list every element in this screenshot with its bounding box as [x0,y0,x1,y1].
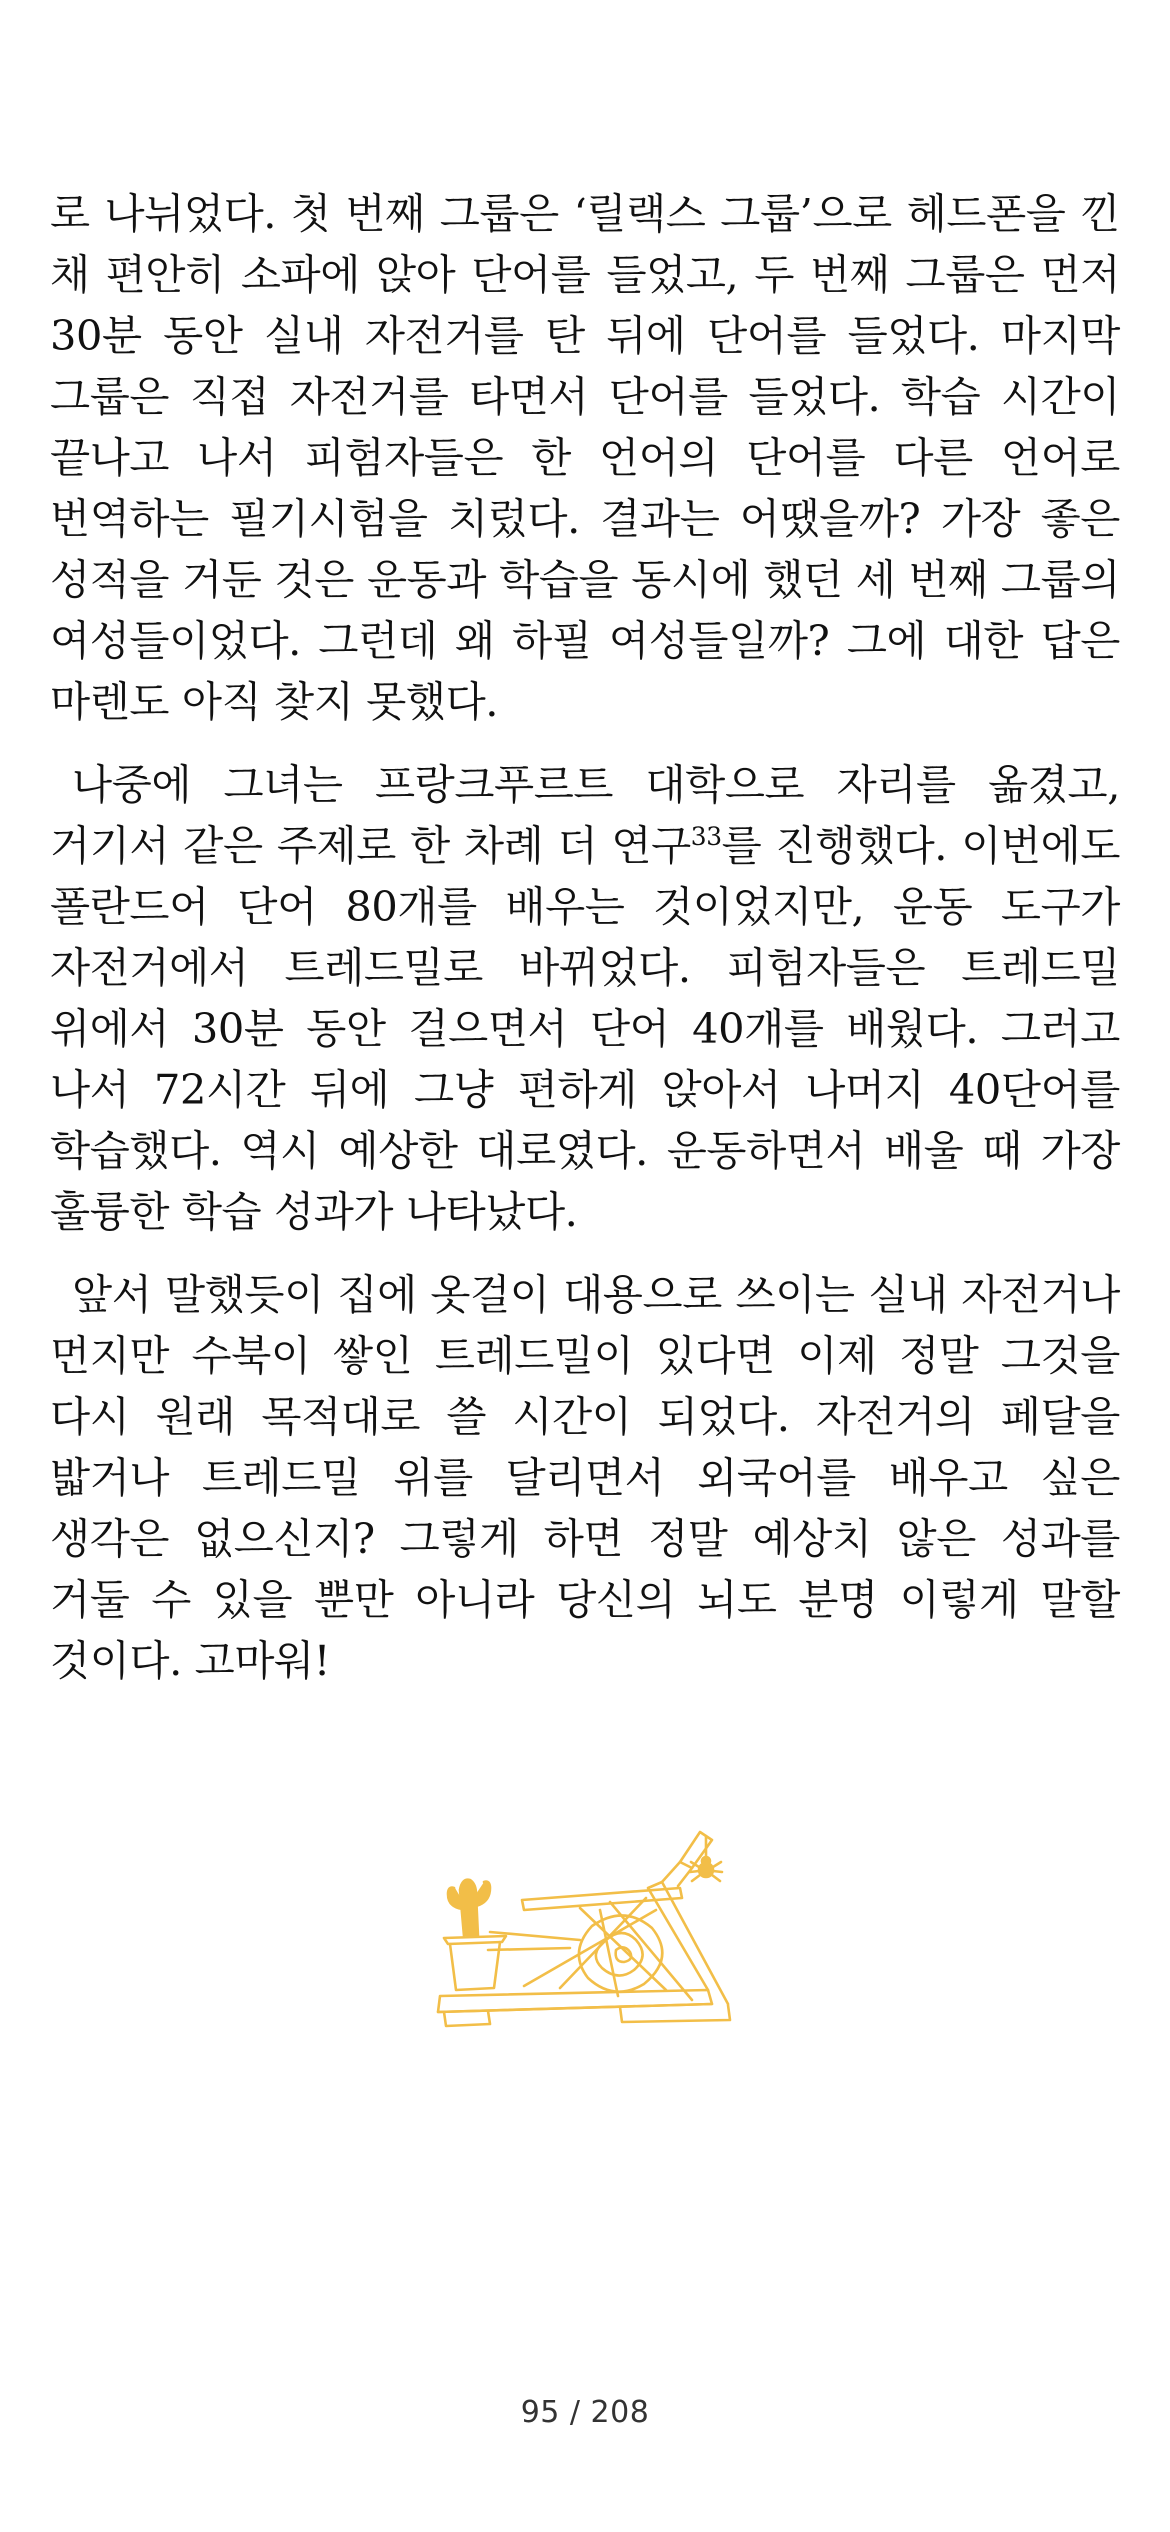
treadmill-spider-icon [430,1790,750,2050]
treadmill-cobweb-illustration [430,1790,750,2050]
page-indicator: 95 / 208 [520,2395,650,2430]
paragraph-1 [50,183,1120,732]
paragraph-2-text-after-footnote: 를 진행했다. 이번에도 폴란드어 단어 80개를 배우는 것이었지만, 운동 도구가 자전거에서 트레드밀로 바뀌었다. 피험자들은 트레드밀 위에서 30분 동안 걸으면서 단어 40개를 배웠다. 그러고 나서 72시간 뒤에 그냥 편하게 앉아서 나머지 40단어를 학습했다. 역시 예상한 대로였다. 운동하면서 배울 때 가장 훌륭한 학습 성과가 나타났다. [50,821,1121,1236]
chapter-text [50,183,1120,1713]
paragraph-2-text-before-footnote: 나중에 그녀는 프랑크푸르트 대학으로 자리를 옮겼고, 거기서 같은 주제로 한 차례 더 연구 [50,760,1120,870]
paragraph-3 [50,1264,1120,1691]
footnote-ref-33[interactable]: 33 [690,822,722,852]
paragraph-1-text: 로 나뉘었다. 첫 번째 그룹은 ‘릴랙스 그룹’으로 헤드폰을 낀 채 편안히 소파에 앉아 단어를 들었고, 두 번째 그룹은 먼저 30분 동안 실내 자전거를 탄 뒤에 단어를 들었다. 마지막 그룹은 직접 자전거를 타면서 단어를 들었다. 학습 시간이 끝나고 나서 피험자들은 한 언어의 단어를 다른 언어로 번역하는 필기시험을 치렀다. 결과는 어땠을까? 가장 좋은 성적을 거둔 것은 운동과 학습을 동시에 했던 세 번째 그룹의 여성들이었다. 그런데 왜 하필 여성들일까? 그에 대한 답은 마렌도 아직 찾지 못했다. [50,189,1120,726]
paragraph-2 [50,754,1120,1242]
paragraph-3-text: 앞서 말했듯이 집에 옷걸이 대용으로 쓰이는 실내 자전거나 먼지만 수북이 쌓인 트레드밀이 있다면 이제 정말 그것을 다시 원래 목적대로 쓸 시간이 되었다. 자전거의 페달을 밟거나 트레드밀 위를 달리면서 외국어를 배우고 싶은 생각은 없으신지? 그렇게 하면 정말 예상치 않은 성과를 거둘 수 있을 뿐만 아니라 당신의 뇌도 분명 이렇게 말할 것이다. 고마워! [50,1270,1120,1685]
